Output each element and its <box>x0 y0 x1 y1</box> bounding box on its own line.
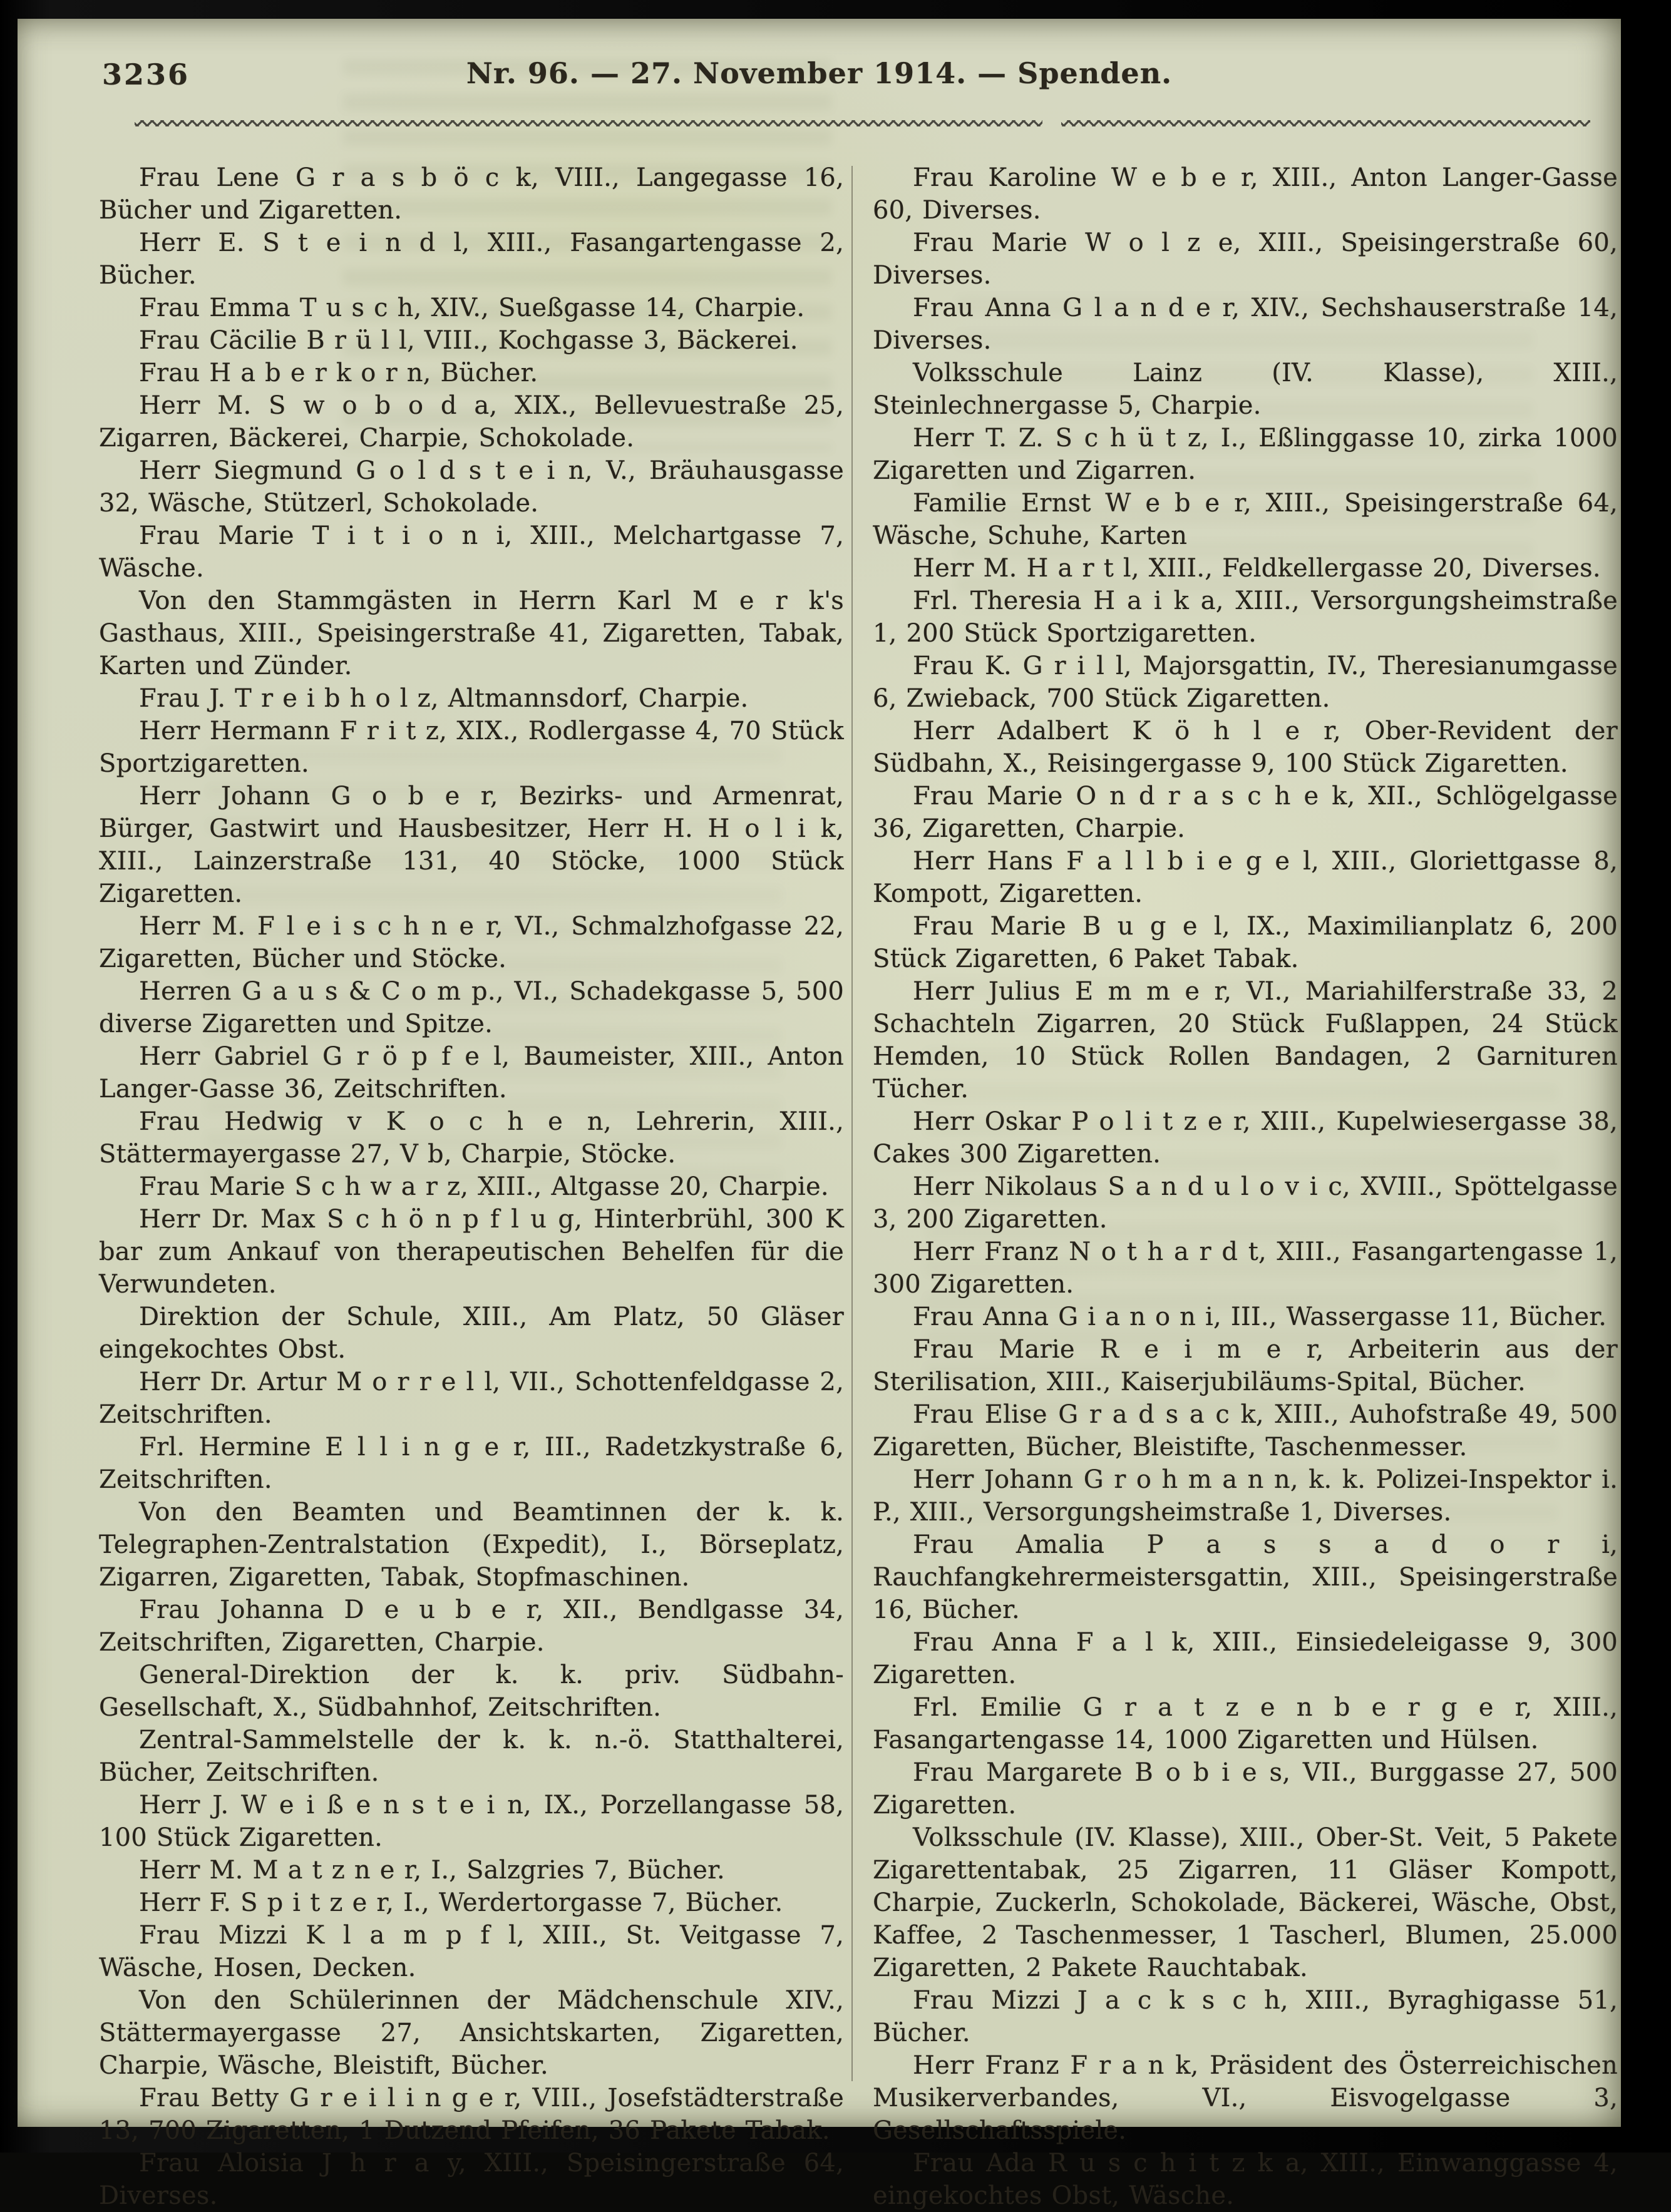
donation-entry: Frau Margarete B o b i e s, VII., Burggasse 27, 500 Zigaretten. <box>873 1758 1618 1820</box>
donation-entry: Frau Karoline W e b e r, XIII., Anton Langer-Gasse 60, Diverses. <box>873 163 1618 225</box>
donation-entry: Von den Beamten und Beamtinnen der k. k. Telegraphen-Zentralstation (Expedit), I., Börseplatz, Zigarren, Zigaretten, Tabak, Stopfmaschinen. <box>99 1498 844 1592</box>
donation-entry: Frau Cäcilie B r ü l l, VIII., Kochgasse 3, Bäckerei. <box>139 326 798 355</box>
donation-entry: Herr M. F l e i s c h n e r, VI., Schmalzhofgasse 22, Zigaretten, Bücher und Stöcke. <box>99 912 844 973</box>
donation-entry: Von den Schülerinnen der Mädchenschule XIV., Stättermayergasse 27, Ansichtskarten, Zigaretten, Charpie, Wäsche, Bleistift, Bücher. <box>99 1986 844 2080</box>
donation-entry: Herr Siegmund G o l d s t e i n, V., Bräuhausgasse 32, Wäsche, Stützerl, Schokolade. <box>99 456 844 518</box>
donation-entry: Frau Mizzi K l a m p f l, XIII., St. Veitgasse 7, Wäsche, Hosen, Decken. <box>99 1921 844 1982</box>
donation-entry: Herr J. W e i ß e n s t e i n, IX., Porzellangasse 58, 100 Stück Zigaretten. <box>99 1791 844 1852</box>
zigzag-rule-left <box>135 120 1042 126</box>
donation-entry: Frau J. T r e i b h o l z, Altmannsdorf, Charpie. <box>139 684 749 713</box>
donation-entry: Herr Julius E m m e r, VI., Mariahilferstraße 33, 2 Schachteln Zigarren, 20 Stück Fußlappen, 24 Stück Hemden, 10 Stück Rollen Bandagen, 2 Garnituren Tücher. <box>873 977 1618 1103</box>
donation-entry: Familie Ernst W e b e r, XIII., Speisingerstraße 64, Wäsche, Schuhe, Karten <box>873 489 1618 550</box>
donation-entry: Herr F. S p i t z e r, I., Werdertorgasse 7, Bücher. <box>139 1888 783 1917</box>
donation-entry: Herr T. Z. S c h ü t z, I., Eßlinggasse 10, zirka 1000 Zigaretten und Zigarren. <box>873 424 1618 485</box>
donation-entry: Frl. Theresia H a i k a, XIII., Versorgungsheimstraße 1, 200 Stück Sportzigaretten. <box>873 586 1618 648</box>
donation-entry: Frl. Hermine E l l i n g e r, III., Radetzkystraße 6, Zeitschriften. <box>99 1433 844 1494</box>
right-column <box>873 161 1618 2212</box>
donation-entry: Herren G a u s & C o m p., VI., Schadekgasse 5, 500 diverse Zigaretten und Spitze. <box>99 977 844 1038</box>
donation-entry: Frau Marie B u g e l, IX., Maximilianplatz 6, 200 Stück Zigaretten, 6 Paket Tabak. <box>873 912 1618 973</box>
donation-entry: Herr Gabriel G r ö p f e l, Baumeister, XIII., Anton Langer-Gasse 36, Zeitschriften. <box>99 1042 844 1103</box>
donation-entry: Herr Franz N o t h a r d t, XIII., Fasangartengasse 1, 300 Zigaretten. <box>873 1237 1618 1299</box>
donation-entry: General-Direktion der k. k. priv. Südbahn-Gesellschaft, X., Südbahnhof, Zeitschriften. <box>99 1661 844 1722</box>
zigzag-rule-right <box>1061 120 1590 126</box>
donation-entry: Von den Stammgästen in Herrn Karl M e r k's Gasthaus, XIII., Speisingerstraße 41, Zigaretten, Tabak, Karten und Zünder. <box>99 586 844 680</box>
donation-entry: Herr Johann G o b e r, Bezirks- und Armenrat, Bürger, Gastwirt und Hausbesitzer, Herr H. H o l i k, XIII., Lainzerstraße 131, 40 Stöcke, 1000 Stück Zigaretten. <box>99 782 844 908</box>
donation-entry: Frau Betty G r e i l i n g e r, VIII., Josefstädterstraße 13, 700 Zigaretten, 1 Dutzend Pfeifen, 36 Pakete Tabak. <box>99 2084 844 2145</box>
column-divider <box>851 166 853 2081</box>
donation-entry: Herr Dr. Artur M o r r e l l, VII., Schottenfeldgasse 2, Zeitschriften. <box>99 1368 844 1429</box>
donation-entry: Frl. Emilie G r a t z e n b e r g e r, XIII., Fasangartengasse 14, 1000 Zigaretten und Hülsen. <box>873 1693 1618 1754</box>
donation-entry: Frau Marie S c h w a r z, XIII., Altgasse 20, Charpie. <box>139 1172 829 1201</box>
donation-entry: Herr Hermann F r i t z, XIX., Rodlergasse 4, 70 Stück Sportzigaretten. <box>99 717 844 778</box>
donation-entry: Herr M. H a r t l, XIII., Feldkellergasse 20, Diverses. <box>913 554 1601 583</box>
donation-entry: Frau Amalia P a s s a d o r i, Rauchfangkehrermeistersgattin, XIII., Speisingerstraße 16, Bücher. <box>873 1530 1618 1624</box>
donation-entry: Frau Johanna D e u b e r, XII., Bendlgasse 34, Zeitschriften, Zigaretten, Charpie. <box>99 1595 844 1657</box>
donation-entry: Herr Franz F r a n k, Präsident des Österreichischen Musikerverbandes, VI., Eisvogelgasse 3, Gesellschaftsspiele. <box>873 2051 1618 2145</box>
donation-entry: Herr Oskar P o l i t z e r, XIII., Kupelwiesergasse 38, Cakes 300 Zigaretten. <box>873 1107 1618 1169</box>
donation-entry: Frau Anna G i a n o n i, III., Wassergasse 11, Bücher. <box>913 1303 1607 1331</box>
donation-entry: Volksschule (IV. Klasse), XIII., Ober-St. Veit, 5 Pakete Zigarettentabak, 25 Zigarren, 11 Gläser Kompott, Charpie, Zuckerln, Schokolade, Bäckerei, Wäsche, Obst, Kaffee, 2 Taschenmesser, 1 Tascherl, Blumen, 25.000 Zigaretten, 2 Pakete Rauchtabak. <box>873 1823 1618 1982</box>
donation-entry: Frau Marie T i t i o n i, XIII., Melchartgasse 7, Wäsche. <box>99 521 844 583</box>
page-header-title: Nr. 96. — 27. November 1914. — Spenden. <box>466 56 1173 90</box>
donation-entry: Herr Nikolaus S a n d u l o v i c, XVIII., Spöttelgasse 3, 200 Zigaretten. <box>873 1172 1618 1234</box>
donation-entry: Frau Elise G r a d s a c k, XIII., Auhofstraße 49, 500 Zigaretten, Bücher, Bleistifte, Taschenmesser. <box>873 1400 1618 1462</box>
donation-entry: Frau Hedwig v K o c h e n, Lehrerin, XIII., Stättermayergasse 27, V b, Charpie, Stöcke. <box>99 1107 844 1169</box>
donation-entry: Frau Lene G r a s b ö c k, VIII., Langegasse 16, Bücher und Zigaretten. <box>99 163 844 225</box>
donation-entry: Herr M. M a t z n e r, I., Salzgries 7, Bücher. <box>139 1856 725 1885</box>
donation-entry: Herr Adalbert K ö h l e r, Ober-Revident der Südbahn, X., Reisingergasse 9, 100 Stück Zigaretten. <box>873 717 1618 778</box>
donation-entry: Herr M. S w o b o d a, XIX., Bellevuestraße 25, Zigarren, Bäckerei, Charpie, Schokolade. <box>99 391 844 453</box>
donation-entry: Frau Ada R u s c h i t z k a, XIII., Einwanggasse 4, eingekochtes Obst, Wäsche. <box>873 2149 1618 2210</box>
donation-entry: Frau Emma T u s c h, XIV., Sueßgasse 14, Charpie. <box>139 294 805 322</box>
donation-entry: Frau K. G r i l l, Majorsgattin, IV., Theresianumgasse 6, Zwieback, 700 Stück Zigaretten. <box>873 652 1618 713</box>
newspaper-page <box>18 19 1621 2210</box>
donation-entry: Herr Johann G r o h m a n n, k. k. Polizei-Inspektor i. P., XIII., Versorgungsheimstraße 1, Diverses. <box>873 1465 1618 1527</box>
donation-entry: Frau Anna F a l k, XIII., Einsiedeleigasse 9, 300 Zigaretten. <box>873 1628 1618 1689</box>
donation-entry: Frau Anna G l a n d e r, XIV., Sechshauserstraße 14, Diverses. <box>873 294 1618 355</box>
left-column <box>99 161 844 2212</box>
donation-entry: Frau Marie R e i m e r, Arbeiterin aus der Sterilisation, XIII., Kaiserjubiläums-Spital, Bücher. <box>873 1335 1618 1396</box>
donation-entry: Herr Hans F a l l b i e g e l, XIII., Gloriettgasse 8, Kompott, Zigaretten. <box>873 847 1618 908</box>
donation-entry: Direktion der Schule, XIII., Am Platz, 50 Gläser eingekochtes Obst. <box>99 1303 844 1364</box>
donation-entry: Frau Marie W o l z e, XIII., Speisingerstraße 60, Diverses. <box>873 228 1618 290</box>
donation-entry: Herr E. S t e i n d l, XIII., Fasangartengasse 2, Bücher. <box>99 228 844 290</box>
donation-entry: Frau Aloisia J h r a y, XIII., Speisingerstraße 64, Diverses. <box>99 2149 844 2210</box>
donation-entry: Volksschule Lainz (IV. Klasse), XIII., Steinlechnergasse 5, Charpie. <box>873 359 1618 420</box>
page-number: 3236 <box>102 58 190 91</box>
donation-entry: Zentral-Sammelstelle der k. k. n.-ö. Statthalterei, Bücher, Zeitschriften. <box>99 1726 844 1787</box>
donation-entry: Frau H a b e r k o r n, Bücher. <box>139 359 538 387</box>
donation-entry: Frau Mizzi J a c k s c h, XIII., Byraghigasse 51, Bücher. <box>873 1986 1618 2047</box>
donation-entry: Frau Marie O n d r a s c h e k, XII., Schlögelgasse 36, Zigaretten, Charpie. <box>873 782 1618 843</box>
donation-entry: Herr Dr. Max S c h ö n p f l u g, Hinterbrühl, 300 K bar zum Ankauf von therapeutischen Behelfen für die Verwundeten. <box>99 1205 844 1299</box>
